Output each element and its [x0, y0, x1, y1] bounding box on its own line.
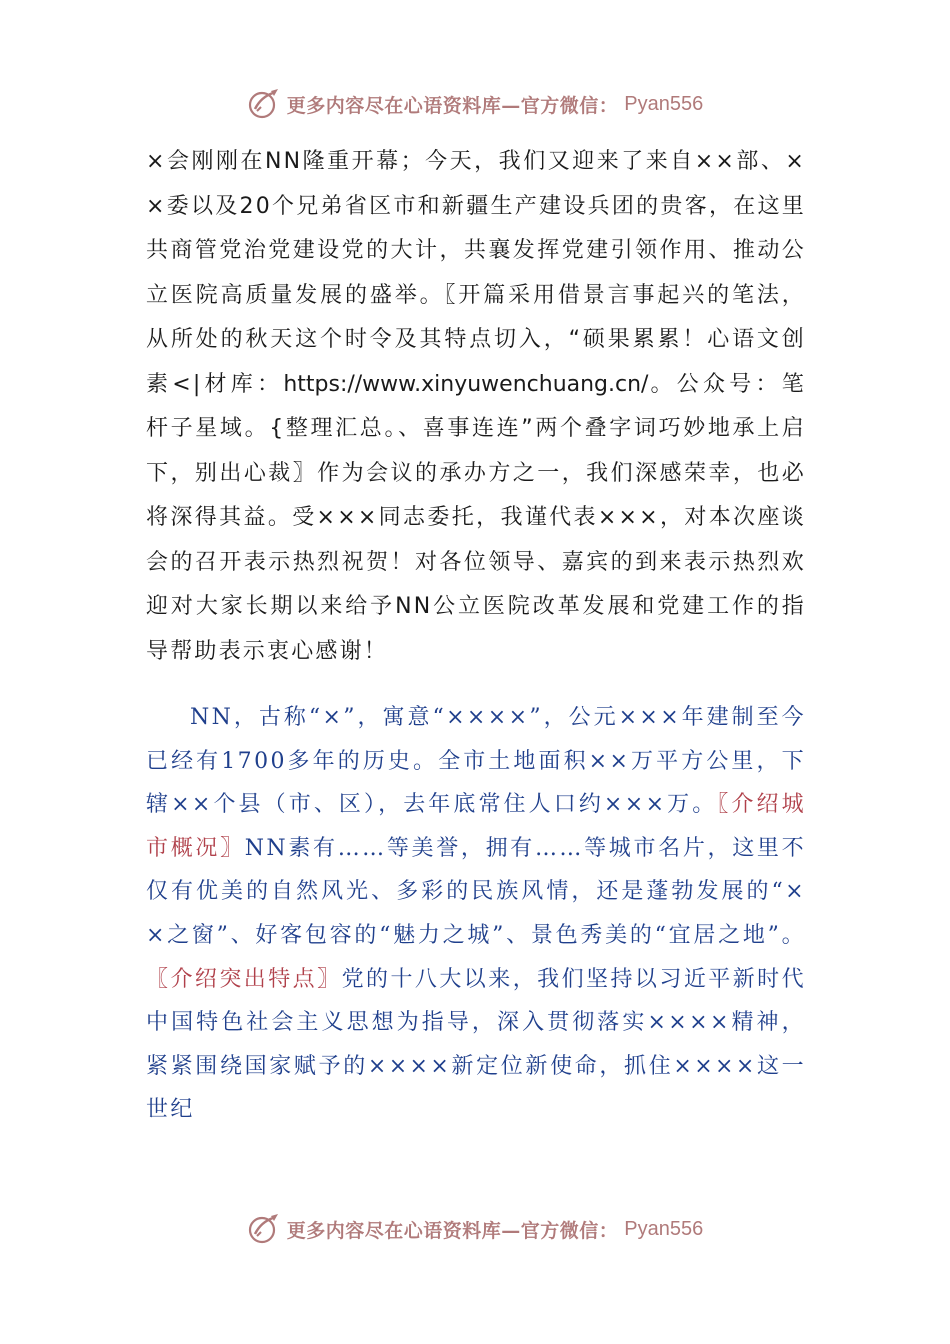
paragraph-2-seg-2: NN素有……等美誉，拥有……等城市名片，这里不仅有优美的自然风光、多彩的民族风情，还是蓬勃发展的“××之窗”、好客包容的“魅力之城”、景色秀美的“宜居之地”。: [146, 835, 806, 948]
page-header: [0, 84, 950, 124]
page-footer: [0, 1209, 950, 1249]
document-body: [146, 140, 806, 1132]
annotation-city-overview: 〖介绍城市概况〗: [146, 792, 806, 861]
header-banner-text: 更多内容尽在心语资料库—官方微信：: [286, 94, 619, 117]
header-wechat-handle[interactable]: Pyan556: [624, 92, 704, 115]
paragraph-1-text-a: ×会刚刚在NN隆重开幕；今天，我们又迎来了来自××部、××委以及20个兄弟省区市和新疆生产建设兵团的贵客，在这里共商管党治党建设党的大计，共襄发挥党建引领作用、推动公立医院高质量发展的盛举。〖开篇采用借景言事起兴的笔法，从所处的秋天这个时令及其特点切入，“硕果累累！心语文创素<|材库：: [146, 149, 806, 397]
paragraph-1-text-b: 。公众号：笔杆子星域。{整理汇总。、喜事连连”两个叠字词巧妙地承上启下，别出心裁〗作为会议的承办方之一，我们深感荣幸，也必将深得其益。受×××同志委托，我谨代表×××，对本次座谈会的召开表示热烈祝贺！对各位领导、嘉宾的到来表示热烈欢迎对大家长期以来给予NN公立医院改革发展和党建工作的指导帮助表示衷心感谢！: [146, 371, 807, 664]
pen-logo-icon: [247, 1212, 281, 1246]
paragraph-2-seg-1: NN，古称“×”，寓意“××××”，公元×××年建制至今已经有1700多年的历史。全市土地面积××万平方公里，下辖××个县（市、区），去年底常住人口约×××万。: [146, 705, 806, 818]
annotation-highlights: 〖介绍突出特点〗: [146, 966, 342, 992]
paragraph-2: [146, 696, 806, 1132]
pen-logo-icon: [247, 87, 281, 121]
footer-banner: [247, 1212, 703, 1246]
footer-banner-text: 更多内容尽在心语资料库—官方微信：: [286, 1219, 619, 1242]
footer-wechat-handle[interactable]: Pyan556: [624, 1217, 704, 1240]
website-link[interactable]: https://www.xinyuwenchuang.cn/: [283, 371, 649, 397]
header-banner: [247, 87, 703, 121]
paragraph-2-seg-3: 党的十八大以来，我们坚持以习近平新时代中国特色社会主义思想为指导，深入贯彻落实××××精神，紧紧围绕国家赋予的××××新定位新使命，抓住××××这一世纪: [146, 966, 807, 1123]
paragraph-1: [146, 140, 806, 674]
